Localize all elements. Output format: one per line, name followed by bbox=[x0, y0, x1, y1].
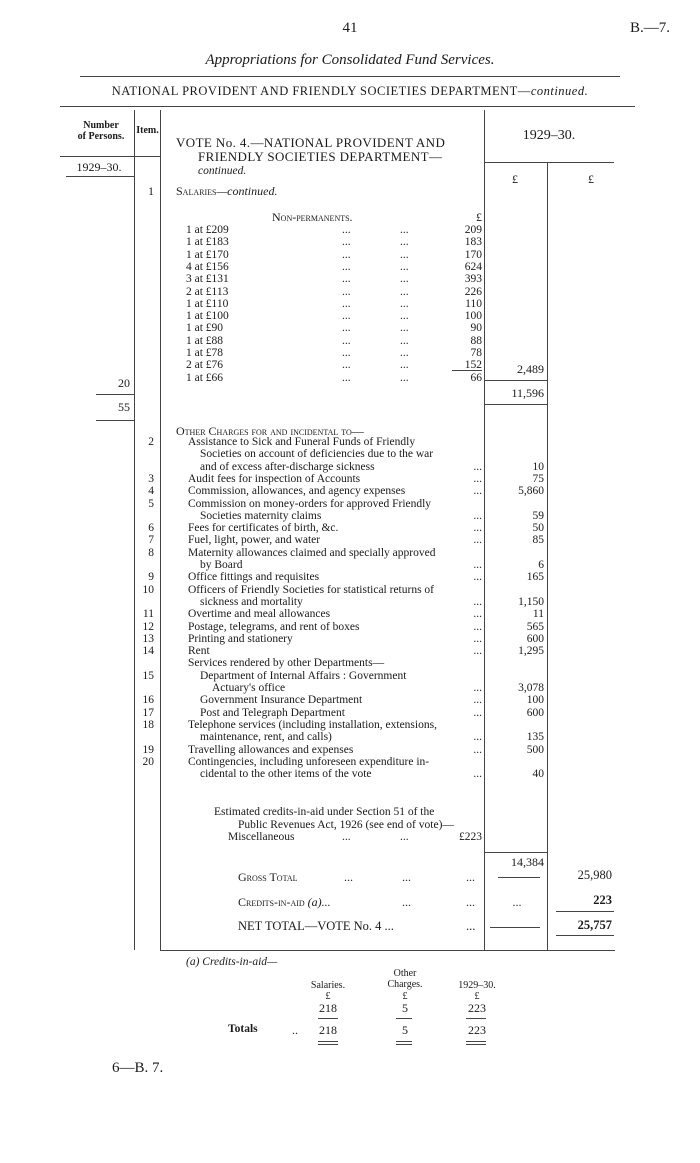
salaries-continued: —continued. bbox=[216, 184, 278, 198]
footnote-double-rule-3a bbox=[466, 1041, 486, 1042]
page-title: Appropriations for Consolidated Fund Services. bbox=[205, 52, 495, 68]
other-charges-total: 14,384 bbox=[511, 855, 544, 869]
salary-row-dots-1: ... bbox=[342, 322, 351, 335]
item-head-rule bbox=[134, 156, 160, 157]
salary-row bbox=[186, 310, 482, 322]
footnote-double-rule-3b bbox=[466, 1044, 486, 1045]
charge-line-dots: ... bbox=[473, 645, 482, 658]
department-rule bbox=[60, 106, 635, 107]
charge-item-number: 12 bbox=[142, 620, 154, 633]
footnote-double-rule-1a bbox=[318, 1041, 338, 1042]
salary-row-dots-1: ... bbox=[342, 359, 351, 372]
credits-in-aid-label: Credits-in-aid bbox=[238, 895, 305, 909]
charge-item-number: 18 bbox=[142, 718, 154, 731]
charge-amount: 565 bbox=[526, 620, 544, 633]
salary-row-dots-1: ... bbox=[342, 310, 351, 323]
footnote-col1-pound: £ bbox=[325, 991, 331, 1002]
credits-mid-dots: ... bbox=[512, 895, 522, 909]
credits-in-aid-value: 223 bbox=[593, 893, 612, 907]
charge-amount: 500 bbox=[526, 743, 544, 756]
charge-amount: 59 bbox=[532, 509, 544, 522]
footnote-rule-1 bbox=[318, 1018, 338, 1019]
persons-year-heading: 1929–30. bbox=[76, 160, 122, 174]
salary-row-amount: 152 bbox=[464, 359, 482, 372]
charge-line-dots: ... bbox=[473, 768, 482, 781]
bottom-rule bbox=[160, 950, 615, 951]
footnote-total-col1: 218 bbox=[319, 1023, 337, 1037]
charge-line-dots: ... bbox=[473, 694, 482, 707]
charge-amount: 3,078 bbox=[518, 682, 544, 694]
salary-row-label: 1 at £183 bbox=[186, 236, 229, 249]
footnote-total-col2: 5 bbox=[402, 1023, 408, 1037]
salary-row-dots-1: ... bbox=[342, 224, 351, 236]
charge-item-number: 14 bbox=[142, 645, 154, 658]
page-number: 41 bbox=[342, 20, 358, 36]
charge-line-text: Services rendered by other Departments— bbox=[188, 657, 385, 670]
charge-line-text: and of excess after-discharge sickness bbox=[200, 460, 375, 473]
salary-row-dots-1: ... bbox=[342, 248, 351, 261]
non-permanents-heading: Non-permanents. bbox=[272, 210, 353, 224]
charge-line-text: Audit fees for inspection of Accounts bbox=[188, 472, 361, 485]
charge-line-dots: ... bbox=[473, 571, 482, 584]
year-column-heading: 1929–30. bbox=[522, 128, 576, 143]
persons-total-rule-bottom bbox=[96, 420, 134, 421]
gross-mid-rule bbox=[498, 877, 540, 878]
charge-line-text: Commission on money-orders for approved Friendly bbox=[188, 497, 432, 510]
salary-row-amount: 88 bbox=[470, 334, 482, 347]
footnote-double-rule-1b bbox=[318, 1044, 338, 1045]
charge-line bbox=[200, 510, 482, 522]
charge-item-number: 3 bbox=[148, 472, 154, 485]
credits-dots-1: ... bbox=[402, 895, 411, 909]
salary-row bbox=[186, 249, 482, 261]
charge-line-dots: ... bbox=[473, 731, 482, 744]
credits-in-aid-row bbox=[238, 895, 482, 910]
net-total-dots: ... bbox=[466, 919, 476, 933]
item-column-heading: Item. bbox=[136, 125, 159, 136]
net-total-row bbox=[238, 919, 482, 934]
charge-line bbox=[188, 719, 482, 731]
salary-row-label: 1 at £110 bbox=[186, 297, 229, 310]
charge-item-number: 11 bbox=[142, 608, 154, 621]
footnote-totals-dots: .. bbox=[292, 1023, 298, 1037]
salary-row-dots-1: ... bbox=[342, 260, 351, 273]
salary-row-dots-2: ... bbox=[400, 248, 409, 261]
salary-row-dots-1: ... bbox=[342, 334, 351, 347]
footnote-col2-head bbox=[380, 968, 430, 990]
charge-line bbox=[188, 633, 482, 645]
charge-line bbox=[188, 584, 482, 596]
persons-heading-line-1: Number bbox=[83, 120, 119, 131]
charge-line bbox=[188, 498, 482, 510]
department-continued: continued. bbox=[530, 84, 589, 98]
footnote-total-col3: 223 bbox=[468, 1023, 486, 1037]
footnote-col2-head-1: Other bbox=[393, 968, 417, 979]
charge-item-number: 20 bbox=[142, 755, 154, 768]
persons-total: 55 bbox=[118, 400, 130, 414]
footnote-row-col1: 218 bbox=[319, 1001, 337, 1015]
charge-line-dots: ... bbox=[473, 743, 482, 756]
gross-total-dots-3: ... bbox=[466, 870, 475, 884]
department-heading bbox=[60, 84, 640, 99]
charge-line bbox=[188, 645, 482, 657]
footnote-col1-head: Salaries. bbox=[310, 980, 346, 991]
charge-line bbox=[188, 608, 482, 620]
charge-amount: 135 bbox=[526, 731, 544, 744]
salary-row bbox=[186, 286, 482, 298]
salaries-subtotal-rule bbox=[484, 380, 547, 381]
description-column-rule bbox=[484, 110, 485, 950]
gross-total-dots-2: ... bbox=[402, 870, 411, 884]
charge-item-number: 10 bbox=[142, 583, 154, 596]
salaries-total-rule bbox=[484, 404, 547, 405]
credits-note-dots-2: ... bbox=[400, 831, 409, 843]
persons-subtotal: 20 bbox=[118, 376, 130, 390]
charge-line bbox=[200, 731, 482, 743]
salary-row-amount: 183 bbox=[464, 236, 482, 249]
charge-item-number: 7 bbox=[148, 534, 154, 547]
salary-row bbox=[186, 224, 482, 236]
charge-amount: 1,295 bbox=[518, 645, 544, 658]
charge-line-dots: ... bbox=[473, 706, 482, 719]
charge-line bbox=[200, 707, 482, 719]
footnote-row-col2: 5 bbox=[402, 1001, 408, 1015]
vote-title-line-1: VOTE No. 4.—NATIONAL PROVIDENT AND bbox=[176, 135, 446, 150]
charge-line-dots: ... bbox=[473, 608, 482, 621]
salary-row-dots-1: ... bbox=[342, 297, 351, 310]
salaries-subtotal: 2,489 bbox=[517, 362, 544, 376]
vote-title-line-2: FRIENDLY SOCIETIES DEPARTMENT— bbox=[198, 149, 443, 164]
footnote-col3-head: 1929–30. bbox=[458, 980, 496, 991]
charge-item-number: 9 bbox=[148, 571, 154, 584]
footnote-col2-head-2: Charges. bbox=[387, 979, 423, 990]
charge-line-text: Travelling allowances and expenses bbox=[188, 743, 354, 756]
salary-row-dots-2: ... bbox=[400, 359, 409, 372]
credits-note-dots-1: ... bbox=[342, 831, 351, 843]
salary-row bbox=[186, 372, 482, 384]
charge-line-text: Actuary's office bbox=[212, 682, 286, 694]
charge-amount: 50 bbox=[532, 522, 544, 535]
salary-row-label: 1 at £170 bbox=[186, 248, 229, 261]
salary-row-amount: 100 bbox=[464, 310, 482, 323]
charge-amount: 10 bbox=[532, 460, 544, 473]
charge-line bbox=[188, 547, 482, 559]
charge-line-text: Rent bbox=[188, 645, 210, 658]
charges-total-rule bbox=[484, 852, 547, 853]
salary-row bbox=[186, 359, 482, 371]
salary-row-dots-2: ... bbox=[400, 285, 409, 298]
charge-line bbox=[188, 621, 482, 633]
salary-row bbox=[186, 298, 482, 310]
salary-row-label: 1 at £78 bbox=[186, 347, 224, 359]
salary-row-dots-2: ... bbox=[400, 224, 409, 236]
charge-item-number: 5 bbox=[148, 497, 154, 510]
charge-item-number: 4 bbox=[148, 485, 154, 498]
charge-line bbox=[212, 682, 482, 694]
salary-row-label: 1 at £90 bbox=[186, 322, 224, 335]
charge-line bbox=[188, 436, 482, 448]
charge-amount: 11 bbox=[532, 608, 544, 621]
salary-row bbox=[186, 335, 482, 347]
salary-row-dots-2: ... bbox=[400, 310, 409, 323]
charge-line-text: Department of Internal Affairs : Government bbox=[200, 669, 407, 682]
salary-row-amount: 90 bbox=[470, 322, 482, 335]
credits-value-rule bbox=[556, 911, 614, 912]
charge-item-number: 6 bbox=[148, 522, 154, 535]
charge-line-text: Maternity allowances claimed and specially approved bbox=[188, 546, 436, 559]
salary-row-amount: 170 bbox=[464, 248, 482, 261]
salary-row-dots-1: ... bbox=[342, 285, 351, 298]
gross-total-row bbox=[238, 870, 482, 885]
charge-line bbox=[188, 522, 482, 534]
charge-line bbox=[188, 657, 482, 669]
charge-line bbox=[200, 461, 482, 473]
charge-line-text: Fees for certificates of birth, &c. bbox=[188, 522, 339, 535]
salary-row-label: 2 at £76 bbox=[186, 359, 224, 372]
net-value-rule bbox=[556, 935, 614, 936]
salary-row-label: 2 at £113 bbox=[186, 285, 229, 298]
charge-line-dots: ... bbox=[473, 620, 482, 633]
salary-row-label: 1 at £66 bbox=[186, 371, 224, 384]
credits-note-line-3 bbox=[214, 831, 482, 844]
title-rule bbox=[80, 76, 620, 77]
salary-row bbox=[186, 261, 482, 273]
salary-row-amount: 110 bbox=[465, 297, 482, 310]
footnote-col3-pound: £ bbox=[474, 991, 480, 1002]
charge-line bbox=[188, 473, 482, 485]
charge-line-dots: ... bbox=[473, 460, 482, 473]
charge-line-text: sickness and mortality bbox=[200, 595, 303, 608]
charge-item-number: 16 bbox=[142, 694, 154, 707]
credits-note bbox=[214, 806, 482, 844]
footnote-rule-3 bbox=[466, 1018, 486, 1019]
footnote-totals-label: Totals bbox=[228, 1023, 258, 1035]
salary-row-amount: 78 bbox=[470, 347, 482, 359]
salary-row-dots-2: ... bbox=[400, 347, 409, 359]
salary-row-dots-2: ... bbox=[400, 371, 409, 384]
salaries-total: 11,596 bbox=[511, 386, 544, 400]
charge-line bbox=[200, 448, 482, 460]
salary-row-dots-2: ... bbox=[400, 322, 409, 335]
charge-line bbox=[200, 559, 482, 571]
salary-row-dots-1: ... bbox=[342, 347, 351, 359]
vote-title bbox=[176, 136, 481, 178]
charge-line bbox=[188, 756, 482, 768]
salary-row-dots-1: ... bbox=[342, 273, 351, 286]
charge-amount: 100 bbox=[526, 694, 544, 707]
salary-row-amount: 226 bbox=[464, 285, 482, 298]
charge-item-number: 2 bbox=[148, 436, 154, 448]
charge-line-text: Telephone services (including installation, extensions, bbox=[188, 718, 437, 731]
persons-heading-line-2: of Persons. bbox=[77, 131, 125, 142]
charge-amount: 85 bbox=[532, 534, 544, 547]
charge-line bbox=[200, 768, 482, 780]
charge-item-number: 15 bbox=[142, 669, 154, 682]
persons-total-rule-top bbox=[96, 394, 134, 395]
net-total-value: 25,757 bbox=[577, 918, 612, 932]
charge-amount: 165 bbox=[526, 571, 544, 584]
charge-line-text: Post and Telegraph Department bbox=[200, 706, 345, 719]
salary-row-dots-2: ... bbox=[400, 334, 409, 347]
salary-row-amount: 393 bbox=[464, 273, 482, 286]
charge-line-text: cidental to the other items of the vote bbox=[200, 768, 372, 781]
item-column-rule bbox=[160, 110, 161, 950]
charge-line bbox=[200, 596, 482, 608]
credits-note-amount: £223 bbox=[459, 831, 482, 843]
charge-item-number: 8 bbox=[148, 546, 154, 559]
signature-mark: 6—B. 7. bbox=[112, 1060, 164, 1076]
salary-row-dots-2: ... bbox=[400, 273, 409, 286]
persons-head-rule bbox=[60, 156, 134, 157]
charge-amount: 75 bbox=[532, 472, 544, 485]
charge-line-text: Officers of Friendly Societies for statistical returns of bbox=[188, 583, 435, 596]
salary-row-label: 1 at £100 bbox=[186, 310, 229, 323]
charge-line bbox=[188, 571, 482, 583]
charge-item-number: 17 bbox=[142, 706, 154, 719]
charge-amount: 600 bbox=[526, 632, 544, 645]
persons-year-rule bbox=[66, 176, 134, 177]
charge-line bbox=[200, 694, 482, 706]
footnote-col2-pound: £ bbox=[402, 991, 408, 1002]
charge-line-text: Societies on account of deficiencies due to the war bbox=[200, 448, 434, 461]
footnote-double-rule-2a bbox=[396, 1041, 412, 1042]
charge-amount: 40 bbox=[532, 768, 544, 781]
charge-line-text: Fuel, light, power, and water bbox=[188, 534, 321, 547]
salary-sum-rule bbox=[452, 370, 482, 371]
credits-in-aid-suffix: (a)... bbox=[307, 895, 331, 909]
salary-row-dots-2: ... bbox=[400, 236, 409, 249]
charge-line-dots: ... bbox=[473, 595, 482, 608]
gross-total-dots-1: ... bbox=[344, 870, 353, 884]
salary-row-amount: 66 bbox=[470, 371, 482, 384]
charge-line-text: Societies maternity claims bbox=[200, 509, 322, 522]
salary-row-amount: 624 bbox=[464, 260, 482, 273]
charge-line-text: Printing and stationery bbox=[188, 632, 293, 645]
charge-item-number: 13 bbox=[142, 632, 154, 645]
credits-note-line-1: Estimated credits-in-aid under Section 51 of the bbox=[214, 806, 435, 818]
salary-row-label: 1 at £209 bbox=[186, 224, 229, 236]
other-charges-heading: Other Charges for and incidental to— bbox=[176, 424, 364, 438]
salary-row bbox=[186, 273, 482, 285]
charge-amount: 5,860 bbox=[518, 485, 544, 498]
year-head-rule bbox=[484, 162, 614, 163]
charge-line-text: by Board bbox=[200, 559, 243, 571]
charge-line-dots: ... bbox=[473, 522, 482, 535]
charge-item-number: 19 bbox=[142, 743, 154, 756]
charge-amount: 600 bbox=[526, 706, 544, 719]
salary-row-amount: 209 bbox=[464, 224, 482, 236]
charge-line bbox=[188, 534, 482, 546]
salary-row-dots-1: ... bbox=[342, 371, 351, 384]
charge-amount: 6 bbox=[538, 559, 544, 571]
charge-line-text: Overtime and meal allowances bbox=[188, 608, 331, 621]
persons-column-heading bbox=[70, 120, 132, 142]
charge-line-dots: ... bbox=[473, 472, 482, 485]
net-total-label: NET TOTAL—VOTE No. 4 ... bbox=[238, 919, 394, 933]
salary-row-dots-1: ... bbox=[342, 236, 351, 249]
gross-total-value: 25,980 bbox=[577, 868, 612, 882]
salary-row-label: 4 at £156 bbox=[186, 260, 229, 273]
charge-line bbox=[188, 744, 482, 756]
vote-title-line-3: continued. bbox=[198, 165, 247, 177]
charge-line bbox=[200, 670, 482, 682]
salary-row-label: 3 at £131 bbox=[186, 273, 229, 286]
pound-heading-2: £ bbox=[588, 172, 594, 186]
charge-line-dots: ... bbox=[473, 682, 482, 694]
footnote-rule-2 bbox=[396, 1018, 412, 1019]
charge-line-text: Contingencies, including unforeseen expenditure in- bbox=[188, 755, 430, 768]
salary-row bbox=[186, 322, 482, 334]
charge-line-dots: ... bbox=[473, 509, 482, 522]
salaries-label: Salaries bbox=[176, 184, 217, 198]
subtotal-column-rule bbox=[547, 162, 548, 950]
salary-row-dots-2: ... bbox=[400, 260, 409, 273]
footnote-double-rule-2b bbox=[396, 1044, 412, 1045]
department-name: NATIONAL PROVIDENT AND FRIENDLY SOCIETIES DEPARTMENT— bbox=[111, 84, 531, 98]
credits-note-line-2: Public Revenues Act, 1926 (see end of vote)— bbox=[238, 818, 454, 831]
salary-row bbox=[186, 236, 482, 248]
credits-note-misc: Miscellaneous bbox=[228, 831, 295, 843]
charge-line-dots: ... bbox=[473, 485, 482, 498]
charge-line-text: maintenance, rent, and calls) bbox=[200, 731, 332, 744]
pound-heading-1: £ bbox=[512, 172, 518, 186]
document-reference: B.—7. bbox=[629, 20, 670, 36]
footnote-row-col3: 223 bbox=[468, 1001, 486, 1015]
salary-row-dots-2: ... bbox=[400, 297, 409, 310]
gross-total-label: Gross Total bbox=[238, 870, 298, 884]
charge-line-text: Government Insurance Department bbox=[200, 694, 363, 707]
charge-line-text: Office fittings and requisites bbox=[188, 571, 320, 584]
salaries-heading bbox=[176, 184, 277, 199]
non-permanents-pound: £ bbox=[476, 210, 482, 224]
charge-line-text: Commission, allowances, and agency expenses bbox=[188, 485, 406, 498]
charge-line-dots: ... bbox=[473, 559, 482, 571]
charge-line bbox=[188, 485, 482, 497]
charge-line-text: Postage, telegrams, and rent of boxes bbox=[188, 620, 360, 633]
net-mid-rule bbox=[490, 927, 540, 928]
salary-row bbox=[186, 347, 482, 359]
salaries-item-number: 1 bbox=[148, 184, 154, 198]
charge-line-dots: ... bbox=[473, 632, 482, 645]
charge-line-text: Assistance to Sick and Funeral Funds of Friendly bbox=[188, 436, 416, 448]
charge-amount: 1,150 bbox=[518, 595, 544, 608]
salary-row-label: 1 at £88 bbox=[186, 334, 224, 347]
charge-line-dots: ... bbox=[473, 534, 482, 547]
footnote-label: (a) Credits-in-aid— bbox=[186, 956, 278, 968]
credits-dots-2: ... bbox=[466, 895, 475, 909]
